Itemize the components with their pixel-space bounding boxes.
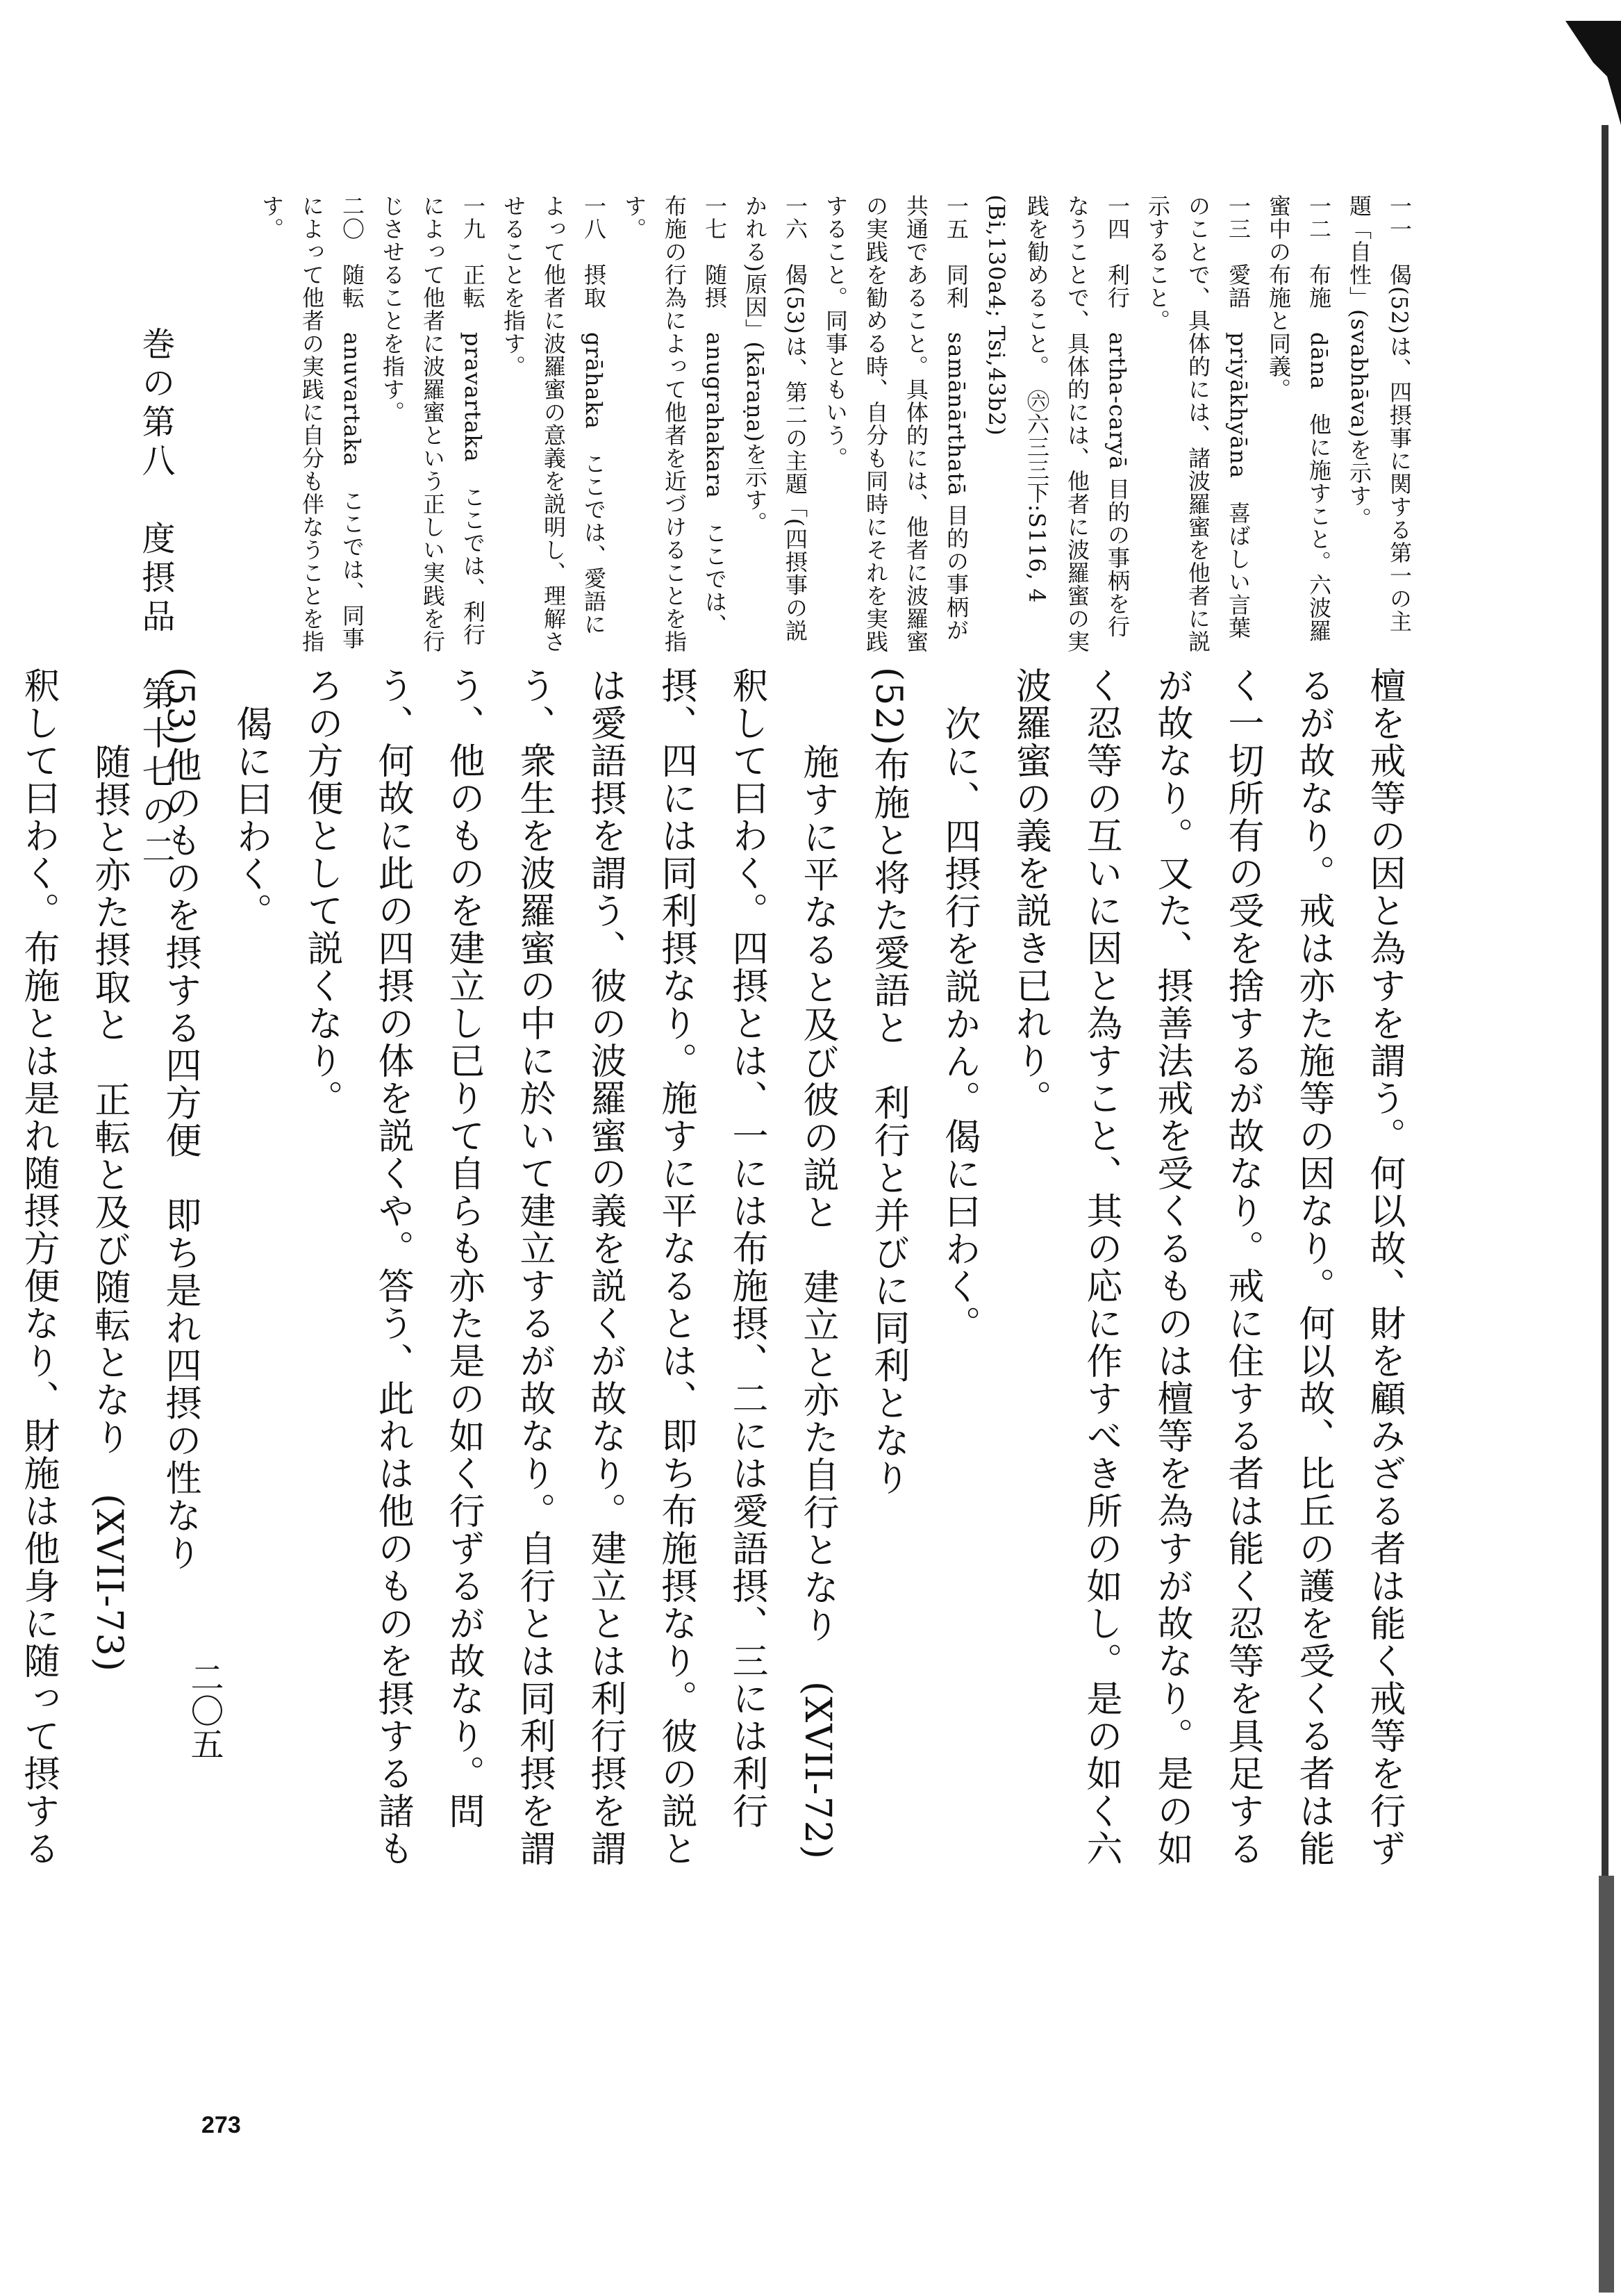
main-paragraph: 釈して曰わく。四摂とは、一には布施摂、二には愛語摂、三には利行摂、四には同利摂なり。施すに平なるとは、即ち布施摂なり。彼の説とは愛語摂を謂う、彼の波羅蜜の義を説くが故なり。建立とは利行摂を謂う、衆生を波羅蜜の中に於いて建立するが故なり。自行とは同利摂を謂う、他のものを建立し已りて自らも亦た是の如く行ずるが故なり。問う、何故に此の四摂の体を説くや。答う、此れは他のものを摂する諸もろの方便として説くなり。 xyxy=(301,667,767,1867)
note-item: 一八 摂取 grāhaka ここでは、愛語によって他者に波羅蜜の意義を説明し、理解させることを指す。 xyxy=(500,195,607,653)
note-item: 一九 正転 pravartaka ここでは、利行によって他者に波羅蜜という正しい実践を行じさせることを指す。 xyxy=(379,195,486,653)
annotation-notes xyxy=(100,195,1420,653)
verse-line: (53)他のものを摂する四方便 即ち是れ四摂の性なり xyxy=(159,667,201,1572)
main-paragraph: 次に、四摂行を説かん。偈に曰わく。 xyxy=(938,705,980,1343)
note-item: 二〇 随転 anuvartaka ここでは、同事によって他者の実践に自分も伴なうことを指す。 xyxy=(258,195,365,653)
note-item: 一四 利行 artha-caryā 目的の事柄を行なうことで、具体的には、他者に波羅蜜の実践を勧めること。 ㊅六三三下:S116, 4 (Bi,130a4; Tsi,43b2) xyxy=(983,195,1131,653)
main-paragraph: 檀を戒等の因と為すを謂う。何以故、財を顧みざる者は能く戒等を行ずるが故なり。戒は亦た施等の因なり。何以故、比丘の護を受くる者は能く一切所有の受を捨するが故なり。戒に住する者は能く忍等を具足するが故なり。又た、摂善法戒を受くるものは檀等を為すが故なり。是の如く忍等の互いに因と為すこと、其の応に作すべき所の如し。是の如く六波羅蜜の義を説き已れり。 xyxy=(1009,667,1405,1867)
note-item: 一一 偈(52)は、四摂事に関する第一の主題「自性」(svabhāva)を示す。 xyxy=(1346,195,1413,633)
main-paragraph: 偈に曰わく。 xyxy=(230,705,272,930)
main-paragraph: 釈して曰わく。布施とは是れ随摂方便なり、財施は他身に随って摂する xyxy=(17,667,59,1867)
scan-edge-decoration xyxy=(1565,0,1621,2293)
note-item: 一二 布施 dāna 他に施すこと。六波羅蜜中の布施と同義。 xyxy=(1265,195,1332,643)
running-head: 巻の第八 度摂品 第十七の二 xyxy=(136,327,175,871)
note-item: 一三 愛語 priyākhyāna 喜ばしい言葉のことで、具体的には、諸波羅蜜を他者に説示すること。 xyxy=(1145,195,1252,653)
note-item: 一五 同利 samānārthatā 目的の事柄が共通であること。具体的には、他者に波羅蜜の実践を勧める時、自分も同時にそれを実践すること。同事ともいう。 xyxy=(822,195,970,653)
verse-line: 施すに平なると及び彼の説と 建立と亦た自行となり (XVII-72) xyxy=(797,743,838,1860)
note-item: 一六 偈(53)は、第二の主題「(四摂事の説かれる)原因」(kāraṇa)を示す。 xyxy=(742,195,808,643)
page-number: 273 xyxy=(201,2112,241,2138)
verse-line: 随摂と亦た摂取と 正転と及び随転となり (XVII-73) xyxy=(88,743,130,1673)
page-number-kanji: 二〇五 xyxy=(185,1660,224,1760)
verse-line: (52)布施と将た愛語と 利行と并びに同利となり xyxy=(867,667,909,1497)
main-text-block xyxy=(17,667,1420,1903)
note-item: 一七 随摂 anugrahakara ここでは、布施の行為によって他者を近づけることを指す。 xyxy=(621,195,728,653)
